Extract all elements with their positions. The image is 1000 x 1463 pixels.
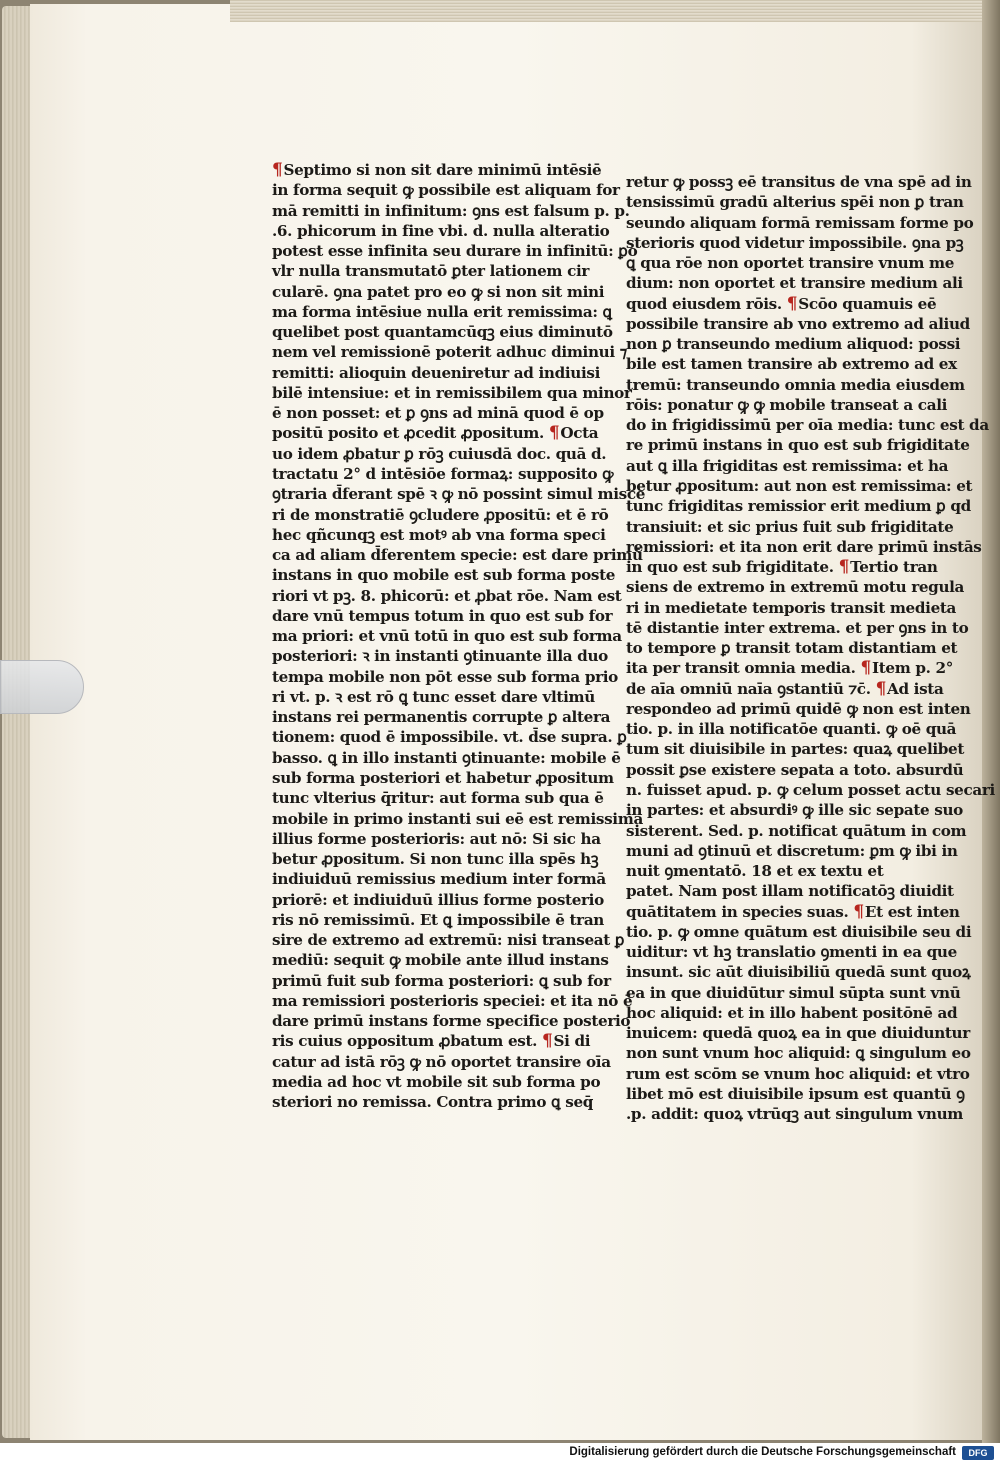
text-line [272, 302, 612, 322]
line-text: siens de extremo in extremū motu regula [626, 578, 965, 597]
text-line [626, 517, 954, 537]
line-text: uiditur: vt hꝫ translatio ꝯmenti in ea que [626, 943, 957, 962]
text-line [272, 241, 638, 261]
text-line [272, 423, 599, 444]
line-text: cularē. ꝯna patet pro eo ꝙ si non sit mini [272, 282, 605, 301]
text-line [272, 971, 611, 991]
text-line [272, 991, 633, 1011]
text-line [272, 829, 601, 849]
line-text: steriori no remissa. Contra primo ꝗ seq̄ [272, 1093, 594, 1112]
text-line [626, 780, 995, 800]
line-text: tio. p. in illa notificatōe quanti. ꝙ oē quā [626, 720, 957, 739]
dfg-logo: DFG [962, 1446, 994, 1460]
line-text: tē distantie inter extrema. et per ꝯns in to [626, 618, 969, 637]
line-text: ma priori: et vnū totū in quo est sub forma [272, 627, 622, 646]
rubric-lead-text: Et est inten [864, 902, 960, 921]
text-line [626, 354, 957, 374]
text-line [272, 1052, 611, 1072]
line-text: tunc vlterius q̄ritur: aut forma sub qua ē [272, 789, 604, 808]
text-line [272, 869, 606, 889]
text-line [626, 233, 964, 253]
line-text: sterioris quod videtur impossibile. ꝯna pꝫ [626, 233, 964, 252]
text-line [272, 950, 609, 970]
text-line [626, 1043, 971, 1063]
text-line [272, 667, 618, 687]
line-text: ꝯtraria d̄ferant spē ꝛ ꝙ nō possint simul misce [272, 485, 646, 504]
text-line [272, 687, 595, 707]
line-text: betur ꝓpositum: aut non est remissima: et [626, 476, 973, 495]
text-line [626, 983, 961, 1003]
text-line [626, 962, 971, 982]
line-text: dium: non oportet et transire medium ali [626, 274, 963, 293]
text-line [272, 626, 622, 646]
page-top-edge [230, 0, 1000, 22]
line-text: retur ꝙ possꝫ eē transitus de vna spē ad in [626, 173, 972, 191]
text-line [272, 788, 604, 808]
line-text: .6. phicorum in fine vbi. d. nulla alteratio [272, 221, 610, 240]
text-line [272, 363, 601, 383]
text-line [626, 253, 955, 273]
line-text: in forma sequit ꝙ possibile est aliquam for [272, 181, 620, 200]
line-text: sire de extremo ad extremū: nisi transeat ꝑ [272, 931, 625, 950]
line-text: mā remitti in infinitum: ꝯns est falsum p. p. [272, 201, 630, 220]
line-text: respondeo ad primū quidē ꝙ non est inten [626, 699, 971, 718]
line-text: insunt. sic aūt diuisibiliū quedā sunt quoꝝ [626, 963, 971, 982]
text-line [626, 577, 965, 597]
rubric-paragraph-mark: ¶ [853, 901, 864, 922]
line-text: tensissimū gradū alterius spēi non ꝑ tran [626, 193, 964, 212]
line-text: illius forme posterioris: aut nō: Si sic ha [272, 829, 601, 848]
text-line [626, 496, 971, 516]
line-text: primū fuit sub forma posteriori: ꝗ sub for [272, 971, 611, 990]
line-text: muni ad ꝯtinuū et discretum: ꝑm ꝙ ibi in [626, 841, 958, 860]
line-text: hec qñcunqꝫ est motꝰ ab vna forma speci [272, 525, 606, 544]
line-text: ris nō remissimū. Et ꝗ impossibile ē tran [272, 910, 605, 929]
line-text: tunc frigiditas remissior erit medium ꝑ qd [626, 497, 971, 516]
text-line [272, 1072, 601, 1092]
text-line [272, 910, 605, 930]
line-text: potest esse infinita seu durare in infinitū: ꝑo [272, 242, 638, 261]
rubric-paragraph-mark: ¶ [838, 557, 850, 578]
line-text: do in frigidissimū per oīa media: tunc est da [626, 416, 989, 435]
line-text: tionem: quod ē impossibile. vt. d̄se supra. ꝑ [272, 728, 627, 747]
line-text: nem vel remissionē poterit adhuc diminui ⁊ [272, 343, 627, 362]
text-line [626, 1084, 965, 1104]
line-text: dare primū instans forme specifice posterio [272, 1012, 631, 1031]
text-line [272, 160, 602, 180]
rubric-lead-text: Tertio tran [850, 558, 938, 577]
text-line [626, 456, 949, 476]
line-text: indiuiduū remissius medium inter formā [272, 870, 606, 889]
funding-credit: Digitalisierung gefördert durch die Deutsche Forschungsgemeinschaft [569, 1446, 956, 1458]
text-line [626, 699, 971, 719]
text-line [626, 739, 965, 759]
text-line [626, 881, 954, 901]
rubric-paragraph-mark: ¶ [272, 160, 283, 180]
text-line [272, 748, 621, 768]
text-line [272, 525, 606, 545]
text-line [272, 565, 616, 585]
text-line [272, 809, 643, 829]
line-text: riori vt pꝫ. 8. phicorū: et ꝓbat rōe. Nam est [272, 586, 622, 605]
text-line [626, 1023, 970, 1043]
left-text-column [272, 160, 646, 1112]
rubric-lead-text: Item p. 2° [872, 659, 954, 678]
text-line [272, 930, 625, 950]
text-line [272, 646, 608, 666]
text-line [626, 172, 972, 192]
text-line [626, 800, 963, 820]
text-line [626, 922, 972, 942]
line-text: ris cuius oppositum ꝓbatum est. [272, 1032, 538, 1051]
rubric-lead-text: Octa [560, 424, 599, 443]
text-line [272, 180, 620, 200]
line-text: seundo aliquam formā remissam forme po [626, 213, 974, 232]
text-line [626, 294, 936, 314]
line-text: Septimo si non sit dare minimū intēsiē [283, 161, 602, 179]
text-line [626, 841, 958, 861]
text-line [272, 201, 630, 221]
text-line [272, 586, 622, 606]
line-text: posteriori: ꝛ in instanti ꝯtinuante illa duo [272, 647, 608, 666]
text-line [626, 537, 982, 557]
text-line [272, 282, 605, 302]
line-text: media ad hoc vt mobile sit sub forma po [272, 1072, 601, 1091]
text-line [626, 213, 974, 233]
text-line [272, 727, 627, 747]
text-line [272, 1092, 594, 1112]
line-text: ri vt. p. ꝛ est rō ꝗ tunc esset dare vltimū [272, 687, 595, 706]
line-text: in quo est sub frigiditate. [626, 558, 834, 577]
text-line [626, 861, 936, 881]
text-line [272, 221, 610, 241]
line-text: tractatu 2° d intēsiōe formaꝝ: supposito ꝙ [272, 464, 614, 483]
page-right-edge [982, 0, 1000, 1443]
line-text: basso. ꝗ in illo instanti ꝯtinuante: mobile ē [272, 748, 621, 767]
line-text: vlr nulla transmutatō ꝑter lationem cir [272, 262, 590, 281]
text-line [272, 890, 604, 910]
line-text: re primū instans in quo est sub frigiditate [626, 436, 970, 455]
line-text: ē non posset: et ꝑ ꝯns ad minā quod ē op [272, 404, 604, 423]
line-text: remissiori: et ita non erit dare primū instās [626, 537, 982, 556]
line-text: aut ꝗ illa frigiditas est remissima: et ha [626, 456, 949, 475]
line-text: betur ꝓpositum. Si non tunc illa spēs hꝫ [272, 850, 599, 869]
right-text-column [626, 172, 995, 1124]
rubric-lead-text: Ad ista [887, 679, 944, 698]
text-line [626, 395, 948, 415]
text-line [272, 261, 590, 281]
line-text: de aīa omniū naīa ꝯstantiū ⁊c̄. [626, 679, 871, 698]
line-text: ri in medietate temporis transit medieta [626, 598, 957, 617]
text-line [626, 435, 970, 455]
text-line [626, 334, 961, 354]
text-line [626, 901, 960, 922]
text-line [272, 707, 611, 727]
rubric-paragraph-mark: ¶ [548, 423, 560, 444]
line-text: tempa mobile non pōt esse sub forma prio [272, 667, 618, 686]
line-text: libet mō est diuisibile ipsum est quantū ꝯ [626, 1084, 965, 1103]
text-line [272, 322, 613, 342]
line-text: ita per transit omnia media. [626, 659, 856, 678]
text-line [626, 375, 965, 395]
page-clip [0, 660, 84, 714]
text-line [272, 484, 646, 504]
text-line [626, 1064, 970, 1084]
text-line [272, 606, 613, 626]
text-line [626, 598, 957, 618]
line-text: catur ad istā rōꝫ ꝙ nō oportet transire oīa [272, 1052, 611, 1071]
line-text: non sunt vnum hoc aliquid: ꝗ singulum eo [626, 1044, 971, 1063]
line-text: priorē: et indiuiduū illius forme posterio [272, 890, 604, 909]
line-text: mediū: sequit ꝙ mobile ante illud instans [272, 951, 609, 970]
text-line [626, 658, 954, 679]
text-line [272, 464, 614, 484]
line-text: quod eiusdem rōis. [626, 294, 782, 313]
line-text: bile est tamen transire ab extremo ad ex [626, 355, 957, 374]
text-line [626, 618, 969, 638]
text-line [626, 760, 964, 780]
line-text: n. fuisset apud. p. ꝙ celum posset actu secari [626, 780, 995, 799]
text-line [272, 849, 599, 869]
line-text: quelibet post quantamcūqꝫ eius diminutō [272, 323, 613, 342]
line-text: instans rei permanentis corrupte ꝑ altera [272, 708, 611, 727]
text-line [626, 821, 967, 841]
rubric-paragraph-mark: ¶ [786, 293, 798, 314]
line-text: tio. p. ꝙ omne quātum est diuisibile seu di [626, 922, 972, 941]
line-text: sisterent. Sed. p. notificat quātum in com [626, 821, 967, 840]
line-text: rum est scōm se vnum hoc aliquid: et vtro [626, 1064, 970, 1083]
line-text: sub forma posteriori et habetur ꝓpositum [272, 768, 614, 787]
text-line [626, 638, 958, 658]
line-text: non ꝑ transeundo medium aliquod: possi [626, 335, 961, 354]
line-text: dare vnū tempus totum in quo est sub for [272, 606, 613, 625]
text-line [272, 342, 627, 362]
text-line [272, 403, 604, 423]
text-line [272, 444, 607, 464]
line-text: nuit ꝯmentatō. 18 et ex textu et [626, 862, 884, 881]
text-line [626, 719, 957, 739]
line-text: positū posito et ꝓcedit ꝓpositum. [272, 424, 544, 443]
text-line [272, 1031, 590, 1051]
line-text: inuicem: quedā quoꝝ ea in que diuiduntur [626, 1024, 970, 1043]
line-text: transiuit: et sic prius fuit sub frigiditate [626, 517, 954, 536]
line-text: uo [272, 444, 293, 463]
text-line [626, 942, 957, 962]
text-line [626, 314, 970, 334]
line-text: possibile transire ab vno extremo ad aliud [626, 314, 970, 333]
line-text: quātitatem in species suas. [626, 902, 849, 921]
line-text: ca ad aliam d̄ferentem specie: est dare primū [272, 546, 643, 565]
rubric-lead-text: Si di [553, 1032, 591, 1051]
line-text: mobile in primo instanti sui eē est remissima [272, 809, 643, 828]
line-text: ma remissiori posterioris speciei: et ita nō ē [272, 991, 633, 1010]
line-text: patet. Nam post illam notificatōꝫ diuidit [626, 882, 954, 901]
line-text: instans in quo mobile est sub forma poste [272, 566, 616, 585]
line-text: ꝗ qua rōe non oportet transire vnum me [626, 254, 955, 273]
text-line [272, 545, 643, 565]
line-text: possit ꝑse existere sepata a toto. absurdū [626, 760, 964, 779]
line-text: idem ꝓbatur ꝑ rōꝫ cuiusdā doc. quā d. [297, 444, 607, 463]
text-line [626, 273, 963, 293]
text-line [272, 1011, 631, 1031]
text-line [272, 768, 614, 788]
text-line [626, 415, 989, 435]
rubric-paragraph-mark: ¶ [875, 678, 887, 699]
line-text: ea in que diuidūtur simul sūpta sunt vnū [626, 983, 961, 1002]
line-text: ma forma intēsiue nulla erit remissima: ꝗ [272, 302, 612, 321]
line-text: rōis: ponatur ꝙ ꝙ mobile transeat a cali [626, 395, 948, 414]
line-text: ri de monstratiē ꝯcludere ꝓpositū: et ē rō [272, 505, 609, 524]
line-text: hoc aliquid: et in illo habent positōnē ad [626, 1003, 958, 1022]
text-line [272, 383, 632, 403]
line-text: to tempore ꝑ transit totam distantiam et [626, 639, 958, 658]
line-text: .p. addit: quoꝝ vtrūqꝫ aut singulum vnum [626, 1105, 964, 1124]
text-line [626, 678, 944, 699]
line-text: tremū: transeundo omnia media eiusdem [626, 375, 965, 394]
text-line [626, 476, 973, 496]
line-text: in partes: et absurdiꝰ ꝙ ille sic sepate suo [626, 801, 963, 820]
line-text: tum sit diuisibile in partes: quaꝝ quelibet [626, 740, 965, 759]
line-text: bilē intensiue: et in remissibilem qua minor [272, 383, 632, 402]
rubric-lead-text: Scōo quamuis eē [798, 294, 937, 313]
text-line [626, 1003, 958, 1023]
text-line [272, 505, 609, 525]
text-line [626, 192, 964, 212]
text-line [626, 1104, 964, 1124]
rubric-paragraph-mark: ¶ [542, 1031, 553, 1052]
rubric-paragraph-mark: ¶ [860, 658, 872, 679]
line-text: remitti: alioquin deueniretur ad indiuisi [272, 363, 601, 382]
text-line [626, 557, 936, 577]
